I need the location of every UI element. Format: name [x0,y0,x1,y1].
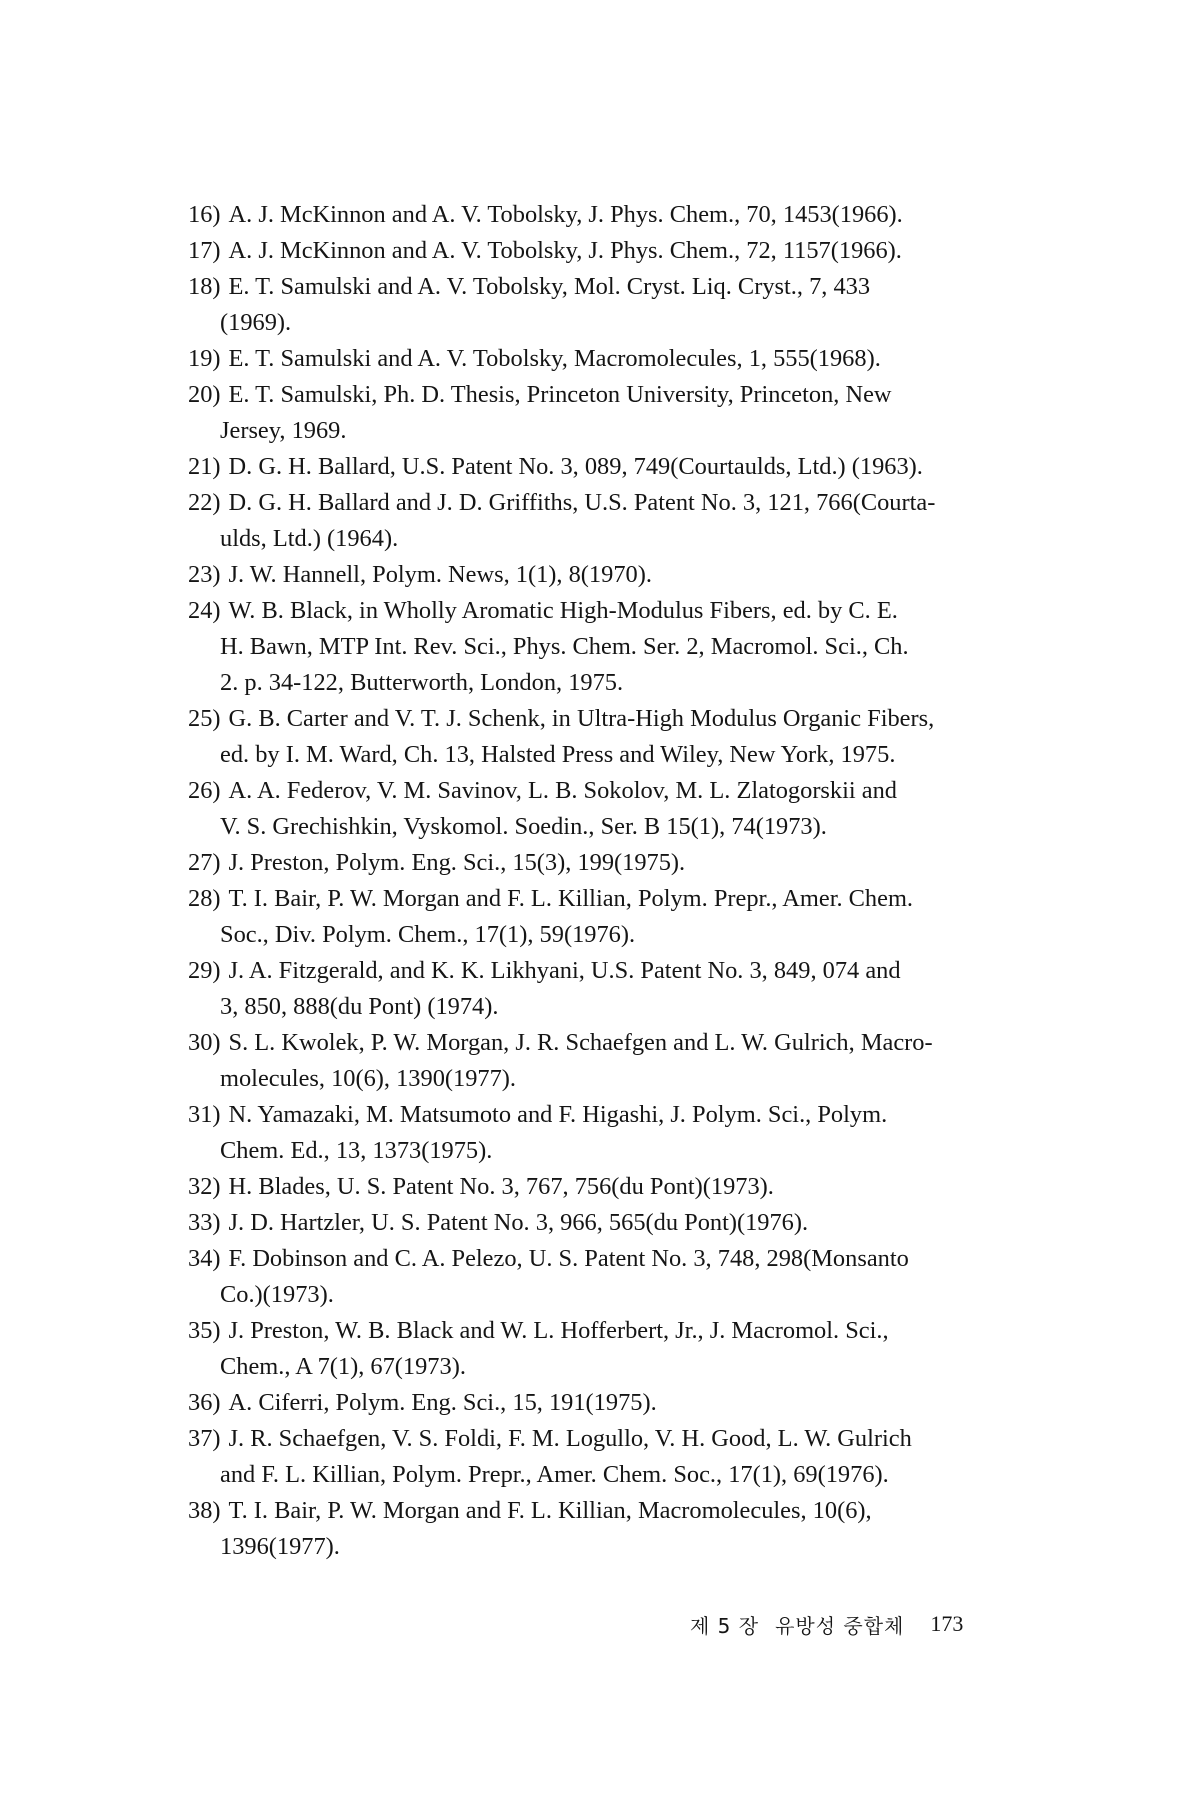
reference-text: N. Yamazaki, M. Matsumoto and F. Higashi, J. Polym. Sci., Polym. [228,1101,888,1128]
reference-continuation: (1969). [220,309,292,336]
reference-text: G. B. Carter and V. T. J. Schenk, in Ultra-High Modulus Organic Fibers, [228,705,935,732]
reference-text: A. A. Federov, V. M. Savinov, L. B. Sokolov, M. L. Zlatogorskii and [228,777,897,804]
reference-entry [188,881,1028,953]
reference-entry [188,233,1028,269]
reference-continuation: 1396(1977). [220,1533,340,1560]
reference-number: 19) [188,345,221,372]
page-number: 173 [930,1611,964,1636]
reference-entry [188,1421,1028,1493]
reference-text: F. Dobinson and C. A. Pelezo, U. S. Patent No. 3, 748, 298(Monsanto [228,1245,909,1272]
reference-number: 36) [188,1389,221,1416]
reference-number: 21) [188,453,221,480]
reference-entry [188,1169,1028,1205]
reference-number: 37) [188,1425,221,1452]
reference-number: 23) [188,561,221,588]
reference-entry [188,485,1028,557]
reference-number: 38) [188,1497,221,1524]
footer-chapter: 제 5 장 [690,1613,760,1638]
reference-continuation: 2. p. 34-122, Butterworth, London, 1975. [220,669,624,696]
page-footer [690,1604,1050,1644]
reference-entry [188,341,1028,377]
reference-number: 20) [188,381,221,408]
reference-entry [188,773,1028,845]
reference-entry [188,197,1028,233]
reference-entry [188,377,1028,449]
footer-title: 유방성 중합체 [775,1613,905,1638]
reference-continuation: ulds, Ltd.) (1964). [220,525,399,552]
reference-number: 27) [188,849,221,876]
reference-entry [188,953,1028,1025]
reference-continuation: Chem. Ed., 13, 1373(1975). [220,1137,493,1164]
reference-text: A. J. McKinnon and A. V. Tobolsky, J. Phys. Chem., 70, 1453(1966). [228,201,903,228]
reference-text: T. I. Bair, P. W. Morgan and F. L. Killian, Polym. Prepr., Amer. Chem. [228,885,914,912]
reference-entry [188,1313,1028,1385]
reference-number: 30) [188,1029,221,1056]
reference-number: 25) [188,705,221,732]
reference-continuation: and F. L. Killian, Polym. Prepr., Amer. Chem. Soc., 17(1), 69(1976). [220,1461,889,1488]
reference-continuation: V. S. Grechishkin, Vyskomol. Soedin., Ser. B 15(1), 74(1973). [220,813,827,840]
reference-entry [188,1097,1028,1169]
reference-list [188,197,1028,1565]
reference-entry [188,269,1028,341]
reference-text: J. A. Fitzgerald, and K. K. Likhyani, U.S. Patent No. 3, 849, 074 and [228,957,901,984]
reference-text: J. W. Hannell, Polym. News, 1(1), 8(1970). [228,561,652,588]
reference-text: E. T. Samulski and A. V. Tobolsky, Macromolecules, 1, 555(1968). [228,345,881,372]
reference-continuation: H. Bawn, MTP Int. Rev. Sci., Phys. Chem. Ser. 2, Macromol. Sci., Ch. [220,633,909,660]
reference-number: 34) [188,1245,221,1272]
reference-number: 17) [188,237,221,264]
reference-entry [188,557,1028,593]
reference-text: E. T. Samulski and A. V. Tobolsky, Mol. Cryst. Liq. Cryst., 7, 433 [228,273,871,300]
reference-entry [188,845,1028,881]
reference-entry [188,1385,1028,1421]
reference-text: J. D. Hartzler, U. S. Patent No. 3, 966, 565(du Pont)(1976). [228,1209,809,1236]
reference-number: 26) [188,777,221,804]
reference-entry [188,1493,1028,1565]
reference-number: 31) [188,1101,221,1128]
reference-number: 16) [188,201,221,228]
reference-text: W. B. Black, in Wholly Aromatic High-Modulus Fibers, ed. by C. E. [228,597,898,624]
reference-text: H. Blades, U. S. Patent No. 3, 767, 756(du Pont)(1973). [228,1173,774,1200]
reference-text: J. Preston, Polym. Eng. Sci., 15(3), 199(1975). [228,849,686,876]
reference-text: A. J. McKinnon and A. V. Tobolsky, J. Phys. Chem., 72, 1157(1966). [228,237,902,264]
reference-text: D. G. H. Ballard and J. D. Griffiths, U.S. Patent No. 3, 121, 766(Courta- [228,489,936,516]
reference-entry [188,1025,1028,1097]
reference-text: S. L. Kwolek, P. W. Morgan, J. R. Schaefgen and L. W. Gulrich, Macro- [228,1029,933,1056]
reference-continuation: Co.)(1973). [220,1281,334,1308]
reference-text: A. Ciferri, Polym. Eng. Sci., 15, 191(1975). [228,1389,657,1416]
reference-text: E. T. Samulski, Ph. D. Thesis, Princeton University, Princeton, New [228,381,892,408]
reference-text: J. R. Schaefgen, V. S. Foldi, F. M. Logullo, V. H. Good, L. W. Gulrich [228,1425,912,1452]
reference-number: 33) [188,1209,221,1236]
reference-continuation: molecules, 10(6), 1390(1977). [220,1065,517,1092]
reference-continuation: Soc., Div. Polym. Chem., 17(1), 59(1976). [220,921,636,948]
reference-continuation: Chem., A 7(1), 67(1973). [220,1353,466,1380]
reference-number: 29) [188,957,221,984]
reference-continuation: Jersey, 1969. [220,417,347,444]
reference-number: 28) [188,885,221,912]
reference-number: 24) [188,597,221,624]
reference-continuation: 3, 850, 888(du Pont) (1974). [220,993,499,1020]
reference-number: 35) [188,1317,221,1344]
reference-continuation: ed. by I. M. Ward, Ch. 13, Halsted Press and Wiley, New York, 1975. [220,741,896,768]
reference-entry [188,701,1028,773]
reference-entry [188,1241,1028,1313]
reference-entry [188,1205,1028,1241]
reference-entry [188,593,1028,701]
reference-number: 32) [188,1173,221,1200]
reference-text: T. I. Bair, P. W. Morgan and F. L. Killian, Macromolecules, 10(6), [228,1497,872,1524]
reference-number: 18) [188,273,221,300]
reference-entry [188,449,1028,485]
reference-number: 22) [188,489,221,516]
reference-text: D. G. H. Ballard, U.S. Patent No. 3, 089, 749(Courtaulds, Ltd.) (1963). [228,453,923,480]
reference-text: J. Preston, W. B. Black and W. L. Hofferbert, Jr., J. Macromol. Sci., [228,1317,889,1344]
